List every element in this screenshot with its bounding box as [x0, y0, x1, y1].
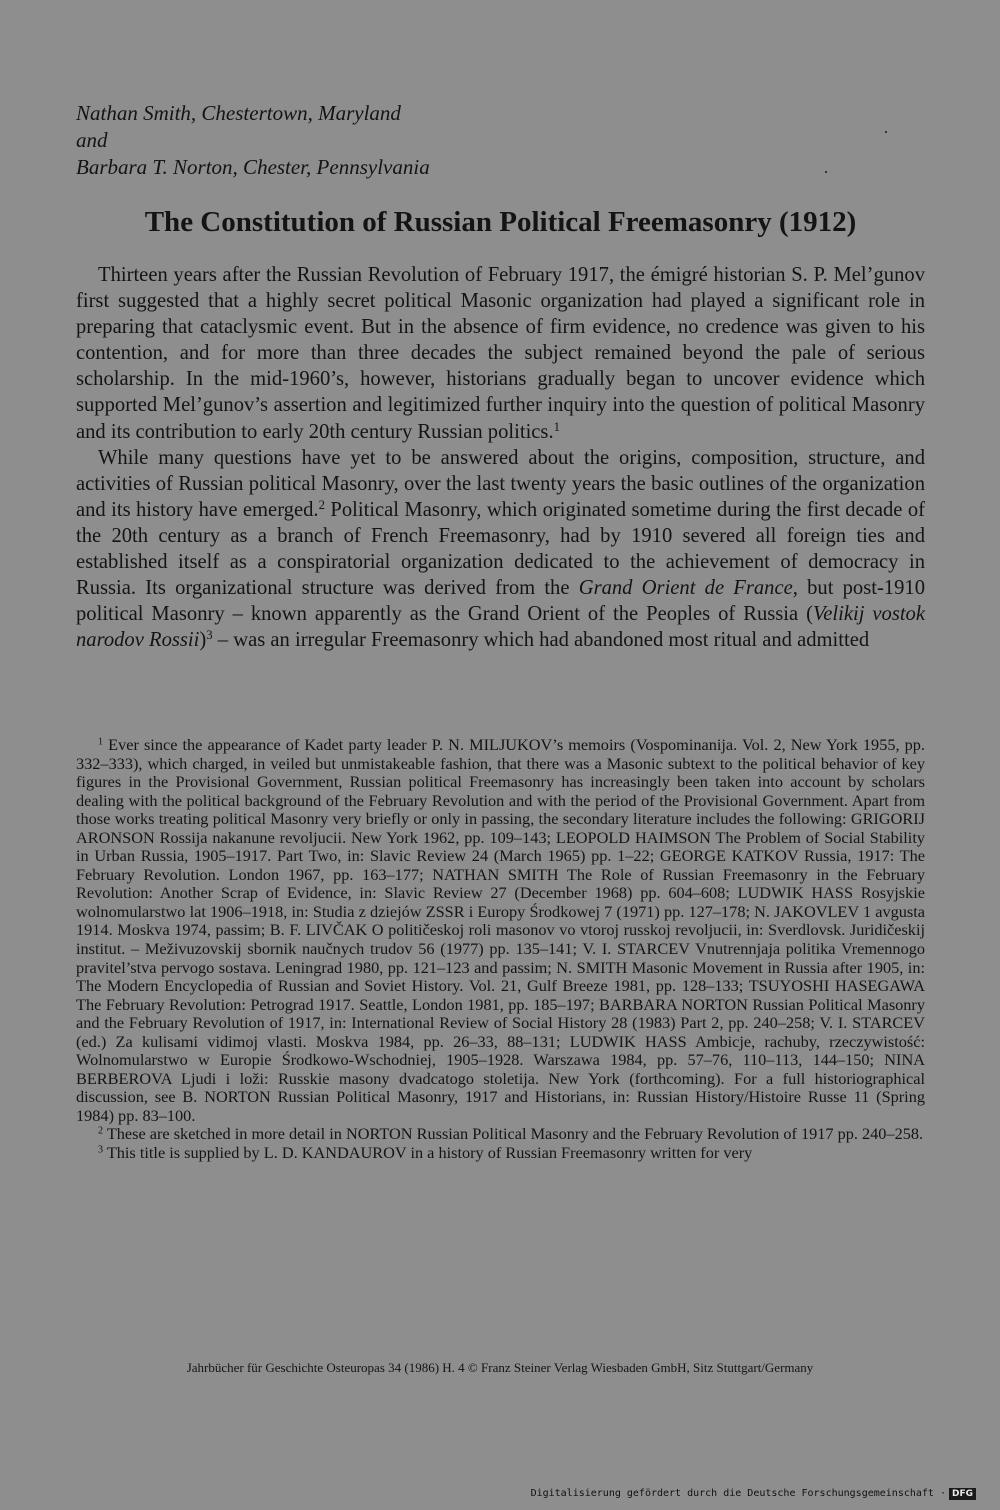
- footnote-3-text: This title is supplied by L. D. KANDAUROV in a history of Russian Freemasonry written for very: [106, 1143, 753, 1163]
- footnote-2-text: These are sketched in more detail in NORTON Russian Political Masonry and the February Revolution of 1917 pp. 240–258.: [106, 1124, 924, 1144]
- footnote-ref-1: 1: [553, 419, 560, 434]
- paragraph-1-text: Thirteen years after the Russian Revolution of February 1917, the émigré historian S. P. Mel’gunov first suggested that a highly secret political Masonic organization had played a significant role in preparing that cataclysmic event. But in the absence of firm evidence, no credence was given to his contention, and for more than three decades the subject remained beyond the pale of serious scholarship. In the mid-1960’s, however, historians gradually began to uncover evidence which supported Mel’gunov’s assertion and legitimized further inquiry into the question of political Masonry and its contribution to early 20th century Russian politics.: [76, 264, 925, 443]
- article-title: The Constitution of Russian Political Freemasonry (1912): [144, 206, 857, 238]
- footnote-2-mark: 2: [98, 1125, 104, 1137]
- footnote-ref-3: 3: [206, 628, 213, 643]
- author-line-1: Nathan Smith, Chestertown, Maryland: [76, 101, 401, 125]
- paragraph-2-text-c: but post-1910 political Masonry – known apparently as the Grand Orient of the Peoples of Russia (: [76, 577, 925, 626]
- dfg-logo: DFG: [949, 1488, 976, 1500]
- paragraph-2-text-d: ): [199, 629, 207, 652]
- author-line-2: Barbara T. Norton, Chester, Pennsylvania: [76, 155, 430, 179]
- paragraph-2-text-b: Political Masonry, which originated sometime during the first decade of the 20th century as a branch of French Freemasonry, had by 1910 severed all foreign ties and established itself as a conspiratorial organization dedicated to the achievement of democracy in Russia. Its organizational structure was derived from the: [76, 498, 925, 600]
- scan-speck: [825, 171, 827, 173]
- italic-velikij-vostok: Velikij vostok narodov Rossii: [76, 603, 925, 652]
- footnote-1-text: Ever since the appearance of Kadet party leader P. N. MILJUKOV’s memoirs (Vospominanija. Vol. 2, New York 1955, pp. 332–333), which charged, in veiled but unmistakeable fashion, that there was a Masonic subtext to the political behavior of key figures in the Provisional Government, Russian political Freemasonry has increasingly been taken into account by scholars dealing with the political background of the February Revolution and with the period of the Provisional Government. Apart from those works treating political Masonry very briefly or only in passing, the secondary literature includes the following: GRIGORIJ ARONSON Rossija nakanune revoljucii. New York 1962, pp. 109–143; LEOPOLD HAIMSON The Problem of Social Stability in Urban Russia, 1905–1917. Part Two, in: Slavic Review 24 (March 1965) pp. 1–22; GEORGE KATKOV Russia, 1917: The February Revolution. London 1967, pp. 163–177; NATHAN SMITH The Role of Russian Freemasonry in the February Revolution: Another Scrap of Evidence, in: Slavic Review 27 (December 1968) pp. 604–608; LUDWIK HASS Rosyjskie wolnomularstwo lat 1906–1918, in: Studia z dziejów ZSSR i Europy Środkowej 7 (1971) pp. 127–178; N. JAKOVLEV 1 avgusta 1914. Moskva 1974, passim; B. F. LIVČAK O političeskoj roli masonov vo vtoroj russkoj revoljucii, in: Sverdlovsk. Juridičeskij institut. – Meživuzovskij sbornik naučnych trudov 56 (1977) pp. 135–141; V. I. STARCEV Vnutrennjaja politika Vremennogo pravitel’stva pervogo sostava. Leningrad 1980, pp. 121–123 and passim; N. SMITH Masonic Movement in Russia after 1905, in: The Modern Encyclopedia of Russian and Soviet History. Vol. 21, Gulf Breeze 1981, pp. 128–133; TSUYOSHI HASEGAWA The February Revolution: Petrograd 1917. Seattle, London 1981, pp. 185–197; BARBARA NORTON Russian Political Masonry and the February Revolution of 1917, in: International Review of Social History 28 (1983) Part 2, pp. 240–258; V. I. STARCEV (ed.) Za kulisami vidimoj vlasti. Moskva 1984, pp. 26–33, 88–131; LUDWIK HASS Ambicje, rachuby, rzeczywistość: Wolnomularstwo w Europie Środkowo-Wschodniej, 1905–1928. Warszawa 1984, pp. 57–76, 110–113, 144–150; NINA BERBEROVA Ljudi i loži: Russkie masony dvadcatogo stoletija. New York (forthcoming). For a full historiographical discussion, see B. NORTON Russian Political Masonry, 1917 and Historians, in: Russian History/Histoire Russe 11 (Spring 1984) pp. 83–100.: [76, 735, 925, 1125]
- footnote-1-mark: 1: [98, 736, 104, 748]
- digitization-credit: [531, 1488, 976, 1500]
- scan-speck: [885, 131, 887, 133]
- footnote-1: [76, 736, 925, 1125]
- paragraph-2-text-a: While many questions have yet to be answered about the origins, composition, structure, and activities of Russian political Masonry, over the last twenty years the basic outlines of the organization and its history have emerged.: [76, 446, 925, 521]
- italic-grand-orient: Grand Orient de France,: [578, 577, 798, 600]
- footnotes: [76, 736, 925, 1163]
- body-paragraph-2: [76, 445, 925, 654]
- footnote-2: [76, 1125, 925, 1144]
- footnote-3-mark: 3: [98, 1144, 104, 1156]
- digitization-text: Digitalisierung gefördert durch die Deutsche Forschungsgemeinschaft ·: [530, 1488, 946, 1499]
- footnote-3: [76, 1144, 925, 1163]
- footnote-ref-2: 2: [318, 497, 325, 512]
- body-paragraph-1: [76, 262, 925, 445]
- journal-footer: Jahrbücher für Geschichte Osteuropas 34 (1986) H. 4 © Franz Steiner Verlag Wiesbaden GmbH, Sitz Stuttgart/Germany: [186, 1360, 814, 1375]
- author-block: [76, 100, 676, 181]
- article-body: [76, 262, 925, 653]
- author-conjunction: and: [76, 128, 108, 152]
- paragraph-2-text-e: – was an irregular Freemasonry which had abandoned most ritual and admitted: [212, 629, 870, 652]
